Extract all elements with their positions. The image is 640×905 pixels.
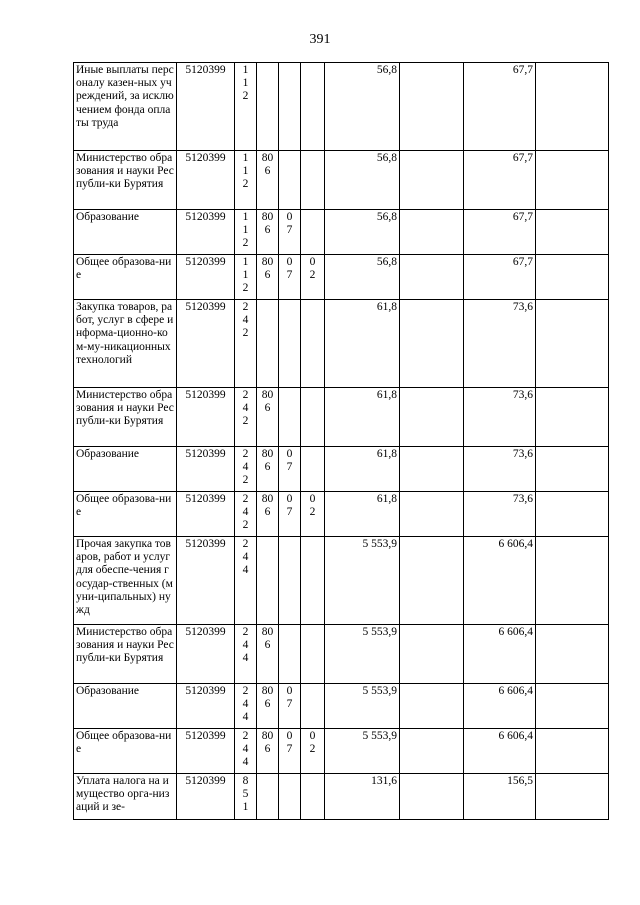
row-empty-cell [536, 63, 609, 151]
row-name-text: Общее образова-ние [76, 256, 172, 282]
row-pr-cell [279, 388, 301, 447]
row-sum2-text: 73,6 [512, 301, 533, 313]
row-name-text: Уплата налога на имущество орга-низаций и зе- [76, 775, 170, 814]
row-pr-cell [279, 774, 301, 820]
table-row [74, 255, 609, 300]
row-sum1-text: 5 553,9 [362, 730, 397, 742]
row-vr-text: 244 [242, 538, 249, 577]
row-pr-cell [279, 63, 301, 151]
row-csr-cell [177, 684, 235, 729]
row-rz-text: 806 [261, 211, 274, 237]
row-empty-cell [400, 447, 464, 492]
row-pr2-cell [301, 255, 325, 300]
row-vr-text: 242 [242, 493, 249, 532]
row-name-cell [74, 729, 177, 774]
row-sum2-text: 67,7 [512, 211, 533, 223]
row-pr-text: 07 [286, 685, 293, 711]
row-empty-cell [400, 151, 464, 210]
row-vr-cell [235, 774, 257, 820]
row-vr-text: 242 [242, 301, 249, 340]
row-sum2-cell [464, 492, 536, 537]
row-empty-cell [400, 537, 464, 625]
row-pr-cell [279, 625, 301, 684]
row-empty-cell [536, 151, 609, 210]
row-rz-text: 806 [261, 256, 274, 282]
row-sum1-text: 131,6 [371, 775, 397, 787]
row-sum1-cell [325, 151, 400, 210]
row-vr-cell [235, 63, 257, 151]
row-sum1-text: 56,8 [376, 211, 397, 223]
row-pr2-cell [301, 151, 325, 210]
row-csr-text: 5120399 [185, 256, 226, 268]
row-sum1-text: 5 553,9 [362, 685, 397, 697]
row-sum1-text: 5 553,9 [362, 626, 397, 638]
row-rz-cell [257, 151, 279, 210]
row-name-cell [74, 625, 177, 684]
table-row [74, 63, 609, 151]
row-empty-cell [400, 388, 464, 447]
row-sum1-cell [325, 255, 400, 300]
row-csr-cell [177, 492, 235, 537]
row-rz-text: 806 [261, 152, 274, 178]
row-csr-cell [177, 151, 235, 210]
row-pr-cell [279, 255, 301, 300]
row-csr-cell [177, 388, 235, 447]
row-sum2-text: 6 606,4 [498, 730, 533, 742]
row-name-cell [74, 492, 177, 537]
row-pr-cell [279, 210, 301, 255]
row-rz-cell [257, 492, 279, 537]
row-name-cell [74, 210, 177, 255]
row-csr-cell [177, 210, 235, 255]
row-empty-cell [536, 537, 609, 625]
row-pr-text: 07 [286, 448, 293, 474]
row-name-cell [74, 388, 177, 447]
row-sum2-cell [464, 774, 536, 820]
row-sum2-cell [464, 388, 536, 447]
row-vr-cell [235, 255, 257, 300]
row-rz-text: 806 [261, 730, 274, 756]
row-empty-cell [400, 729, 464, 774]
table-row [74, 774, 609, 820]
table-row [74, 492, 609, 537]
table-row [74, 151, 609, 210]
row-rz-text: 806 [261, 685, 274, 711]
row-name-text: Министерство образования и науки Республи-ки Бурятия [76, 389, 174, 428]
row-name-cell [74, 63, 177, 151]
row-empty-cell [536, 255, 609, 300]
row-sum2-cell [464, 63, 536, 151]
row-sum1-cell [325, 774, 400, 820]
row-vr-cell [235, 388, 257, 447]
row-sum2-text: 67,7 [512, 64, 533, 76]
row-sum1-text: 61,8 [376, 448, 397, 460]
row-empty-cell [536, 388, 609, 447]
row-rz-cell [257, 625, 279, 684]
row-pr-text: 07 [286, 493, 293, 519]
table-row [74, 447, 609, 492]
row-name-cell [74, 684, 177, 729]
row-csr-cell [177, 300, 235, 388]
row-csr-cell [177, 447, 235, 492]
row-name-cell [74, 447, 177, 492]
row-sum2-cell [464, 255, 536, 300]
row-sum2-cell [464, 447, 536, 492]
row-csr-cell [177, 255, 235, 300]
row-vr-text: 112 [242, 211, 249, 250]
row-sum2-text: 6 606,4 [498, 538, 533, 550]
table-row [74, 684, 609, 729]
row-empty-cell [536, 492, 609, 537]
row-vr-text: 112 [242, 64, 249, 103]
row-vr-cell [235, 447, 257, 492]
row-vr-cell [235, 684, 257, 729]
row-csr-text: 5120399 [185, 685, 226, 697]
row-sum1-text: 61,8 [376, 493, 397, 505]
row-vr-cell [235, 492, 257, 537]
row-name-text: Образование [76, 685, 140, 697]
row-vr-text: 242 [242, 448, 249, 487]
row-sum2-text: 6 606,4 [498, 626, 533, 638]
row-pr2-cell [301, 447, 325, 492]
row-csr-text: 5120399 [185, 389, 226, 401]
row-rz-cell [257, 210, 279, 255]
row-empty-cell [536, 684, 609, 729]
row-csr-text: 5120399 [185, 626, 226, 638]
row-sum2-cell [464, 684, 536, 729]
row-name-text: Образование [76, 448, 140, 460]
table-row [74, 388, 609, 447]
row-rz-cell [257, 300, 279, 388]
table-row [74, 537, 609, 625]
row-rz-cell [257, 388, 279, 447]
row-pr2-cell [301, 774, 325, 820]
row-sum2-cell [464, 625, 536, 684]
row-pr-cell [279, 537, 301, 625]
row-empty-cell [400, 774, 464, 820]
row-sum1-cell [325, 729, 400, 774]
row-vr-cell [235, 210, 257, 255]
row-rz-cell [257, 255, 279, 300]
row-rz-cell [257, 684, 279, 729]
row-pr-text: 07 [286, 730, 293, 756]
row-sum1-text: 5 553,9 [362, 538, 397, 550]
row-pr-cell [279, 684, 301, 729]
row-vr-text: 244 [242, 685, 249, 724]
row-csr-text: 5120399 [185, 448, 226, 460]
row-pr2-text: 02 [309, 493, 316, 519]
row-sum1-text: 56,8 [376, 64, 397, 76]
row-empty-cell [536, 447, 609, 492]
row-empty-cell [400, 63, 464, 151]
row-vr-text: 244 [242, 730, 249, 769]
row-pr2-cell [301, 492, 325, 537]
row-pr-cell [279, 151, 301, 210]
row-name-text: Общее образова-ние [76, 493, 172, 519]
table-row [74, 625, 609, 684]
row-sum2-text: 73,6 [512, 493, 533, 505]
row-rz-cell [257, 729, 279, 774]
row-rz-cell [257, 63, 279, 151]
row-sum1-cell [325, 492, 400, 537]
row-rz-text: 806 [261, 448, 274, 474]
row-vr-cell [235, 625, 257, 684]
row-pr-cell [279, 729, 301, 774]
row-pr2-cell [301, 537, 325, 625]
row-name-cell [74, 774, 177, 820]
row-pr2-cell [301, 684, 325, 729]
row-sum2-text: 67,7 [512, 152, 533, 164]
row-pr2-cell [301, 625, 325, 684]
row-sum2-cell [464, 537, 536, 625]
row-vr-text: 244 [242, 626, 249, 665]
row-empty-cell [536, 729, 609, 774]
row-vr-cell [235, 151, 257, 210]
row-pr-cell [279, 447, 301, 492]
row-csr-text: 5120399 [185, 152, 226, 164]
row-pr-text: 07 [286, 211, 293, 237]
row-vr-text: 112 [242, 152, 249, 191]
row-sum2-text: 156,5 [507, 775, 533, 787]
row-name-text: Общее образова-ние [76, 730, 172, 756]
row-sum2-cell [464, 300, 536, 388]
row-sum1-cell [325, 300, 400, 388]
row-vr-cell [235, 729, 257, 774]
row-sum2-cell [464, 210, 536, 255]
row-csr-cell [177, 63, 235, 151]
row-csr-text: 5120399 [185, 730, 226, 742]
row-name-cell [74, 151, 177, 210]
row-rz-cell [257, 447, 279, 492]
table-body [74, 63, 609, 820]
row-empty-cell [400, 684, 464, 729]
row-name-text: Министерство образования и науки Республи-ки Бурятия [76, 152, 174, 191]
row-vr-cell [235, 537, 257, 625]
row-csr-text: 5120399 [185, 538, 226, 550]
row-sum2-cell [464, 151, 536, 210]
row-sum1-cell [325, 537, 400, 625]
row-name-cell [74, 255, 177, 300]
row-sum1-text: 61,8 [376, 301, 397, 313]
row-csr-cell [177, 729, 235, 774]
row-sum1-text: 56,8 [376, 256, 397, 268]
row-pr2-cell [301, 388, 325, 447]
row-empty-cell [400, 625, 464, 684]
row-pr2-cell [301, 63, 325, 151]
row-empty-cell [536, 774, 609, 820]
row-name-text: Образование [76, 211, 140, 223]
row-pr2-cell [301, 210, 325, 255]
row-csr-text: 5120399 [185, 64, 226, 76]
row-pr2-text: 02 [309, 256, 316, 282]
row-name-cell [74, 300, 177, 388]
row-name-text: Прочая закупка товаров, работ и услуг для обеспе-чения государ-ственных (муни-ципальных) нужд [76, 538, 173, 617]
row-csr-cell [177, 537, 235, 625]
row-pr2-cell [301, 729, 325, 774]
row-csr-cell [177, 774, 235, 820]
row-sum1-cell [325, 447, 400, 492]
row-pr-text: 07 [286, 256, 293, 282]
row-sum1-cell [325, 625, 400, 684]
row-csr-cell [177, 625, 235, 684]
row-sum2-text: 73,6 [512, 448, 533, 460]
row-name-text: Закупка товаров, работ, услуг в сфере информа-ционно-ком-му-никационных технологий [76, 301, 174, 366]
row-csr-text: 5120399 [185, 775, 226, 787]
row-empty-cell [536, 210, 609, 255]
row-csr-text: 5120399 [185, 493, 226, 505]
row-empty-cell [536, 625, 609, 684]
row-rz-cell [257, 537, 279, 625]
row-vr-text: 242 [242, 389, 249, 428]
row-pr-cell [279, 492, 301, 537]
row-name-text: Иные выплаты персоналу казен-ных учреждений, за исключением фонда оплаты труда [76, 64, 174, 129]
row-sum1-cell [325, 63, 400, 151]
row-vr-text: 112 [242, 256, 249, 295]
row-sum1-cell [325, 210, 400, 255]
row-empty-cell [400, 300, 464, 388]
row-rz-text: 806 [261, 493, 274, 519]
row-csr-text: 5120399 [185, 211, 226, 223]
row-sum1-cell [325, 388, 400, 447]
budget-table [73, 62, 609, 820]
page-number: 391 [309, 32, 331, 47]
row-sum1-cell [325, 684, 400, 729]
row-pr-cell [279, 300, 301, 388]
row-sum1-text: 56,8 [376, 152, 397, 164]
row-sum2-cell [464, 729, 536, 774]
row-vr-text: 851 [242, 775, 249, 814]
row-name-cell [74, 537, 177, 625]
row-empty-cell [400, 255, 464, 300]
row-rz-text: 806 [261, 389, 274, 415]
row-pr2-text: 02 [309, 730, 316, 756]
row-pr2-cell [301, 300, 325, 388]
row-vr-cell [235, 300, 257, 388]
row-sum1-text: 61,8 [376, 389, 397, 401]
row-csr-text: 5120399 [185, 301, 226, 313]
row-sum2-text: 6 606,4 [498, 685, 533, 697]
row-empty-cell [400, 210, 464, 255]
table-row [74, 300, 609, 388]
row-name-text: Министерство образования и науки Республи-ки Бурятия [76, 626, 174, 665]
table-row [74, 729, 609, 774]
row-rz-cell [257, 774, 279, 820]
row-empty-cell [400, 492, 464, 537]
row-rz-text: 806 [261, 626, 274, 652]
row-sum2-text: 73,6 [512, 389, 533, 401]
table-row [74, 210, 609, 255]
row-sum2-text: 67,7 [512, 256, 533, 268]
row-empty-cell [536, 300, 609, 388]
